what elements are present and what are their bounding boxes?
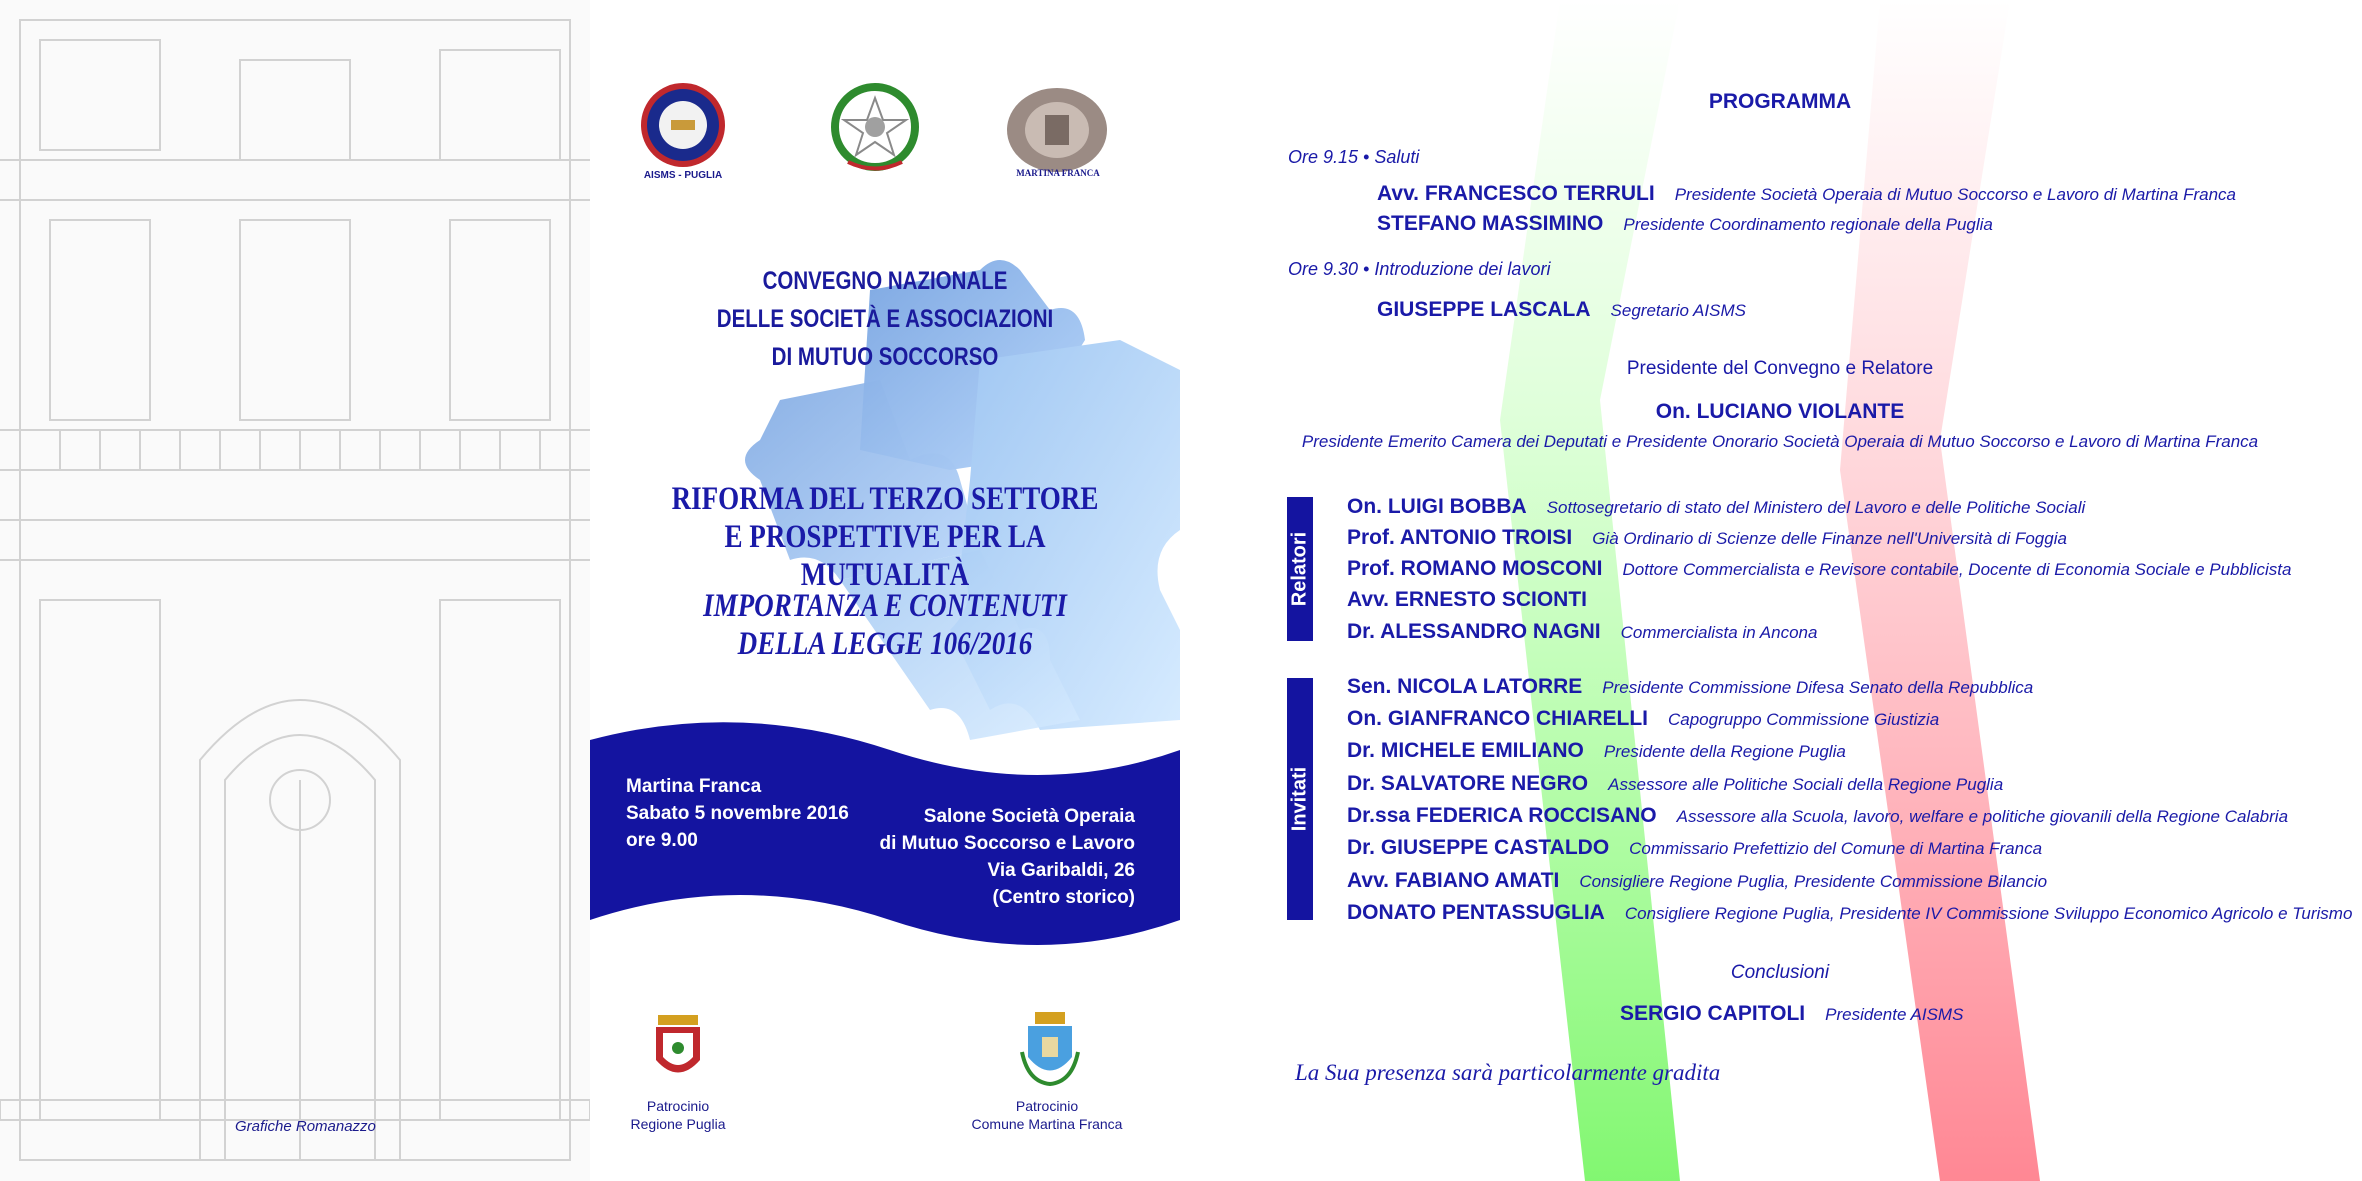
relatore-row: [1347, 620, 1817, 644]
riforma-title: [660, 480, 1111, 594]
relatore-row: [1347, 588, 1607, 612]
speaker-role: Presidente Società Operaia di Mutuo Soccorso e Lavoro di Martina Franca: [1674, 185, 2236, 204]
cover-panel: [590, 0, 1180, 1181]
president-name: On. LUCIANO VIOLANTE: [1655, 400, 1905, 423]
event-date: Sabato 5 novembre 2016: [626, 803, 849, 824]
program-panel: [1180, 0, 2362, 1181]
riforma-line-2: E PROSPETTIVE PER LA MUTUALITÀ: [724, 519, 1046, 593]
speaker-name: Prof. ROMANO MOSCONI: [1347, 557, 1603, 580]
relatori-label-text: Relatori: [1288, 531, 1311, 607]
conclusioni-row: [1620, 1002, 1963, 1026]
martina-franca-crest: [1020, 1012, 1080, 1087]
speaker-name: Avv. ERNESTO SCIONTI: [1347, 588, 1587, 611]
event-city: Martina Franca: [626, 776, 762, 797]
speaker-role: Presidente Coordinamento regionale della Puglia: [1623, 215, 1993, 234]
speaker-name: Prof. ANTONIO TROISI: [1347, 526, 1573, 549]
aisms-caption: AISMS - PUGLIA: [643, 170, 723, 181]
facade-panel: [0, 0, 590, 1181]
speaker-role: Consigliere Regione Puglia, Presidente Commissione Bilancio: [1579, 872, 2048, 891]
societa-operaia-emblem: [995, 75, 1120, 180]
aisms-logo: [638, 80, 728, 170]
invitati-label-text: Invitati: [1288, 766, 1311, 832]
speaker-name: On. GIANFRANCO CHIARELLI: [1347, 707, 1648, 730]
president-role: Presidente Emerito Camera dei Deputati e Presidente Onorario Società Operaia di Mutuo Soccorso e Lavoro di Martina Franca: [1301, 432, 2259, 451]
speaker-name: SERGIO CAPITOLI: [1620, 1002, 1806, 1025]
convegno-line-2: DELLE SOCIETÀ E ASSOCIAZIONI: [716, 305, 1054, 333]
speaker-name: Sen. NICOLA LATORRE: [1347, 675, 1583, 698]
invitato-row: [1347, 901, 2352, 925]
saluti-row: [1377, 212, 1993, 236]
speaker-role: Consigliere Regione Puglia, Presidente IV Commissione Sviluppo Economico Agricolo e Turismo: [1624, 904, 2353, 923]
relatori-label: [1287, 497, 1313, 641]
patrocinio-comune: [947, 1097, 1147, 1133]
speaker-name: Avv. FRANCESCO TERRULI: [1377, 182, 1655, 205]
event-time: ore 9.00: [626, 830, 698, 851]
speaker-role: Assessore alla Scuola, lavoro, welfare e politiche giovanili della Regione Calabria: [1676, 807, 2289, 826]
speaker-name: Dr.ssa FEDERICA ROCCISANO: [1347, 804, 1657, 827]
conclusioni-label: Conclusioni: [1730, 962, 1830, 983]
invitato-row: [1347, 772, 2003, 796]
president-label: Presidente del Convegno e Relatore: [1626, 358, 1934, 379]
venue-line-1: Salone Società Operaia: [923, 806, 1135, 827]
convegno-title: [676, 262, 1094, 376]
speaker-role: Già Ordinario di Scienze delle Finanze nell'Università di Foggia: [1592, 529, 2067, 548]
speaker-name: Avv. FABIANO AMATI: [1347, 869, 1560, 892]
italian-republic-emblem: [828, 80, 923, 175]
speaker-role: Presidente AISMS: [1825, 1005, 1964, 1024]
speaker-name: GIUSEPPE LASCALA: [1377, 298, 1591, 321]
convegno-line-3: DI MUTUO SOCCORSO: [771, 343, 999, 371]
regione-puglia-crest: [653, 1015, 703, 1085]
speaker-role: Capogruppo Commissione Giustizia: [1667, 710, 1940, 729]
invitato-row: [1347, 804, 2288, 828]
societa-operaia-caption: MARTINA FRANCA: [1016, 168, 1100, 178]
speaker-role: Sottosegretario di stato del Ministero del Lavoro e delle Politiche Sociali: [1546, 498, 2086, 517]
invitato-row: [1347, 739, 1846, 763]
speaker-role: Commercialista in Ancona: [1620, 623, 1818, 642]
importanza-line-1: IMPORTANZA E CONTENUTI: [703, 588, 1067, 624]
printer-credit: Grafiche Romanazzo: [235, 1118, 376, 1135]
invitato-row: [1347, 869, 2047, 893]
invitato-row: [1347, 675, 2033, 699]
patrocinio-comune-name: Comune Martina Franca: [971, 1116, 1123, 1132]
venue-line-2: di Mutuo Soccorso e Lavoro: [879, 833, 1135, 854]
saluti-row: [1377, 182, 2236, 206]
venue-line-3: Via Garibaldi, 26: [987, 860, 1135, 881]
time-saluti: Ore 9.15 • Saluti: [1288, 147, 1420, 167]
speaker-role: Presidente della Regione Puglia: [1603, 742, 1846, 761]
patrocinio-regione: [590, 1097, 778, 1133]
speaker-name: Dr. GIUSEPPE CASTALDO: [1347, 836, 1610, 859]
riforma-line-1: RIFORMA DEL TERZO SETTORE: [671, 481, 1099, 517]
speaker-role: Segretario AISMS: [1610, 301, 1746, 320]
importanza-title: [660, 587, 1111, 663]
relatore-row: [1347, 526, 2067, 550]
patrocinio-comune-label: Patrocinio: [1015, 1098, 1079, 1114]
invitato-row: [1347, 707, 1939, 731]
speaker-name: STEFANO MASSIMINO: [1377, 212, 1604, 235]
facade-illustration: [0, 0, 590, 1181]
patrocinio-regione-name: Regione Puglia: [630, 1116, 726, 1132]
event-where: [880, 803, 1135, 911]
speaker-name: Dr. SALVATORE NEGRO: [1347, 772, 1589, 795]
speaker-role: Assessore alle Politiche Sociali della Regione Puglia: [1608, 775, 2004, 794]
intro-row: [1377, 298, 1746, 322]
time-intro: Ore 9.30 • Introduzione dei lavori: [1288, 259, 1551, 279]
event-when: [626, 773, 849, 854]
speaker-name: On. LUIGI BOBBA: [1347, 495, 1527, 518]
speaker-name: DONATO PENTASSUGLIA: [1347, 901, 1605, 924]
speaker-role: Presidente Commissione Difesa Senato della Repubblica: [1602, 678, 2034, 697]
patrocinio-regione-label: Patrocinio: [646, 1098, 710, 1114]
venue-line-4: (Centro storico): [992, 887, 1135, 908]
program-title: PROGRAMMA: [1708, 90, 1852, 113]
speaker-name: Dr. ALESSANDRO NAGNI: [1347, 620, 1601, 643]
speaker-role: Dottore Commercialista e Revisore contabile, Docente di Economia Sociale e Pubblicista: [1622, 560, 2292, 579]
invitato-row: [1347, 836, 2042, 860]
relatore-row: [1347, 495, 2085, 519]
relatore-row: [1347, 557, 2292, 581]
closing-note: La Sua presenza sarà particolarmente gradita: [1295, 1060, 1721, 1085]
speaker-name: Dr. MICHELE EMILIANO: [1347, 739, 1584, 762]
importanza-line-2: DELLA LEGGE 106/2016: [737, 626, 1033, 662]
speaker-role: Commissario Prefettizio del Comune di Martina Franca: [1629, 839, 2043, 858]
convegno-line-1: CONVEGNO NAZIONALE: [762, 267, 1008, 295]
invitati-label: [1287, 678, 1313, 920]
